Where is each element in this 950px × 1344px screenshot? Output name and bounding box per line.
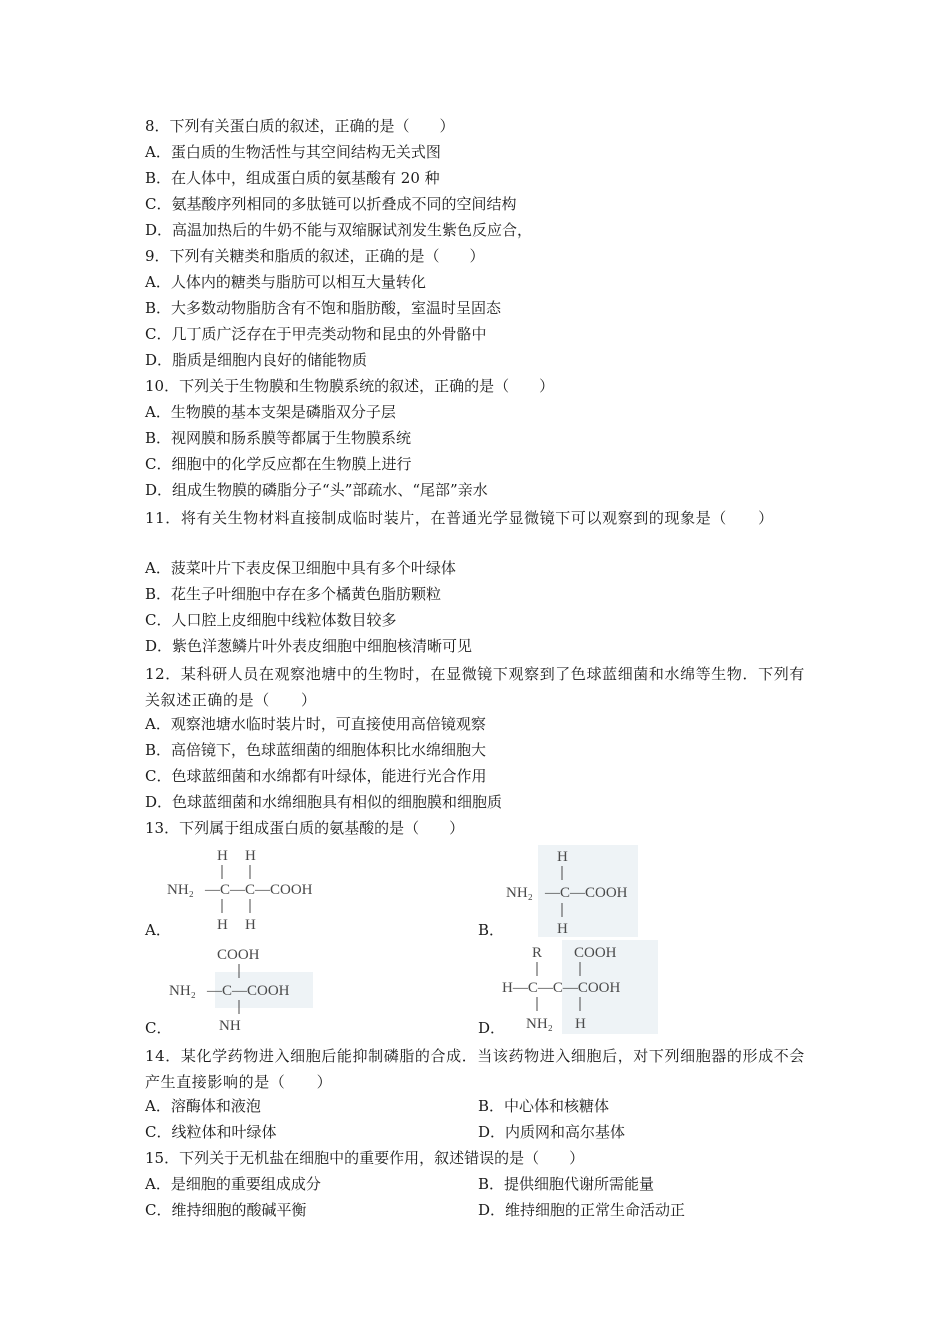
q11-stem: 11．将有关生物材料直接制成临时装片，在普通光学显微镜下可以观察到的现象是（ ）	[145, 509, 774, 527]
q14-option-d: D．内质网和高尔基体	[478, 1123, 626, 1141]
svg-text:—C—C—COOH: —C—C—COOH	[205, 882, 313, 898]
svg-text:R: R	[532, 945, 543, 961]
q10-option-d: D．组成生物膜的磷脂分子“头”部疏水、“尾部”亲水	[145, 481, 488, 499]
q12-option-a: A．观察池塘水临时装片时，可直接使用高倍镜观察	[145, 715, 486, 733]
q8-stem: 8．下列有关蛋白质的叙述，正确的是（ ）	[145, 117, 455, 135]
q8-option-b: B．在人体中，组成蛋白质的氨基酸有 20 种	[145, 169, 440, 187]
q13-stem: 13．下列属于组成蛋白质的氨基酸的是（ ）	[145, 819, 465, 837]
svg-text:COOH: COOH	[217, 947, 260, 963]
svg-text:H: H	[217, 917, 228, 933]
q10-stem: 10．下列关于生物膜和生物膜系统的叙述，正确的是（ ）	[145, 377, 555, 395]
q15-stem: 15．下列关于无机盐在细胞中的重要作用，叙述错误的是（ ）	[145, 1149, 585, 1167]
svg-text:H: H	[575, 1016, 586, 1032]
q14-option-a: A．溶酶体和液泡	[145, 1097, 261, 1115]
q11-option-a: A．菠菜叶片下表皮保卫细胞中具有多个叶绿体	[145, 559, 456, 577]
svg-text:COOH: COOH	[574, 945, 617, 961]
q11-option-c: C．人口腔上皮细胞中线粒体数目较多	[145, 611, 397, 629]
q12-stem: 12．某科研人员在观察池塘中的生物时，在显微镜下观察到了色球蓝细菌和水绵等生物．下列有关叙述正确的是（ ）	[145, 665, 805, 709]
svg-text:H: H	[245, 917, 256, 933]
q14-option-b: B．中心体和核糖体	[478, 1097, 610, 1115]
q12-option-c: C．色球蓝细菌和水绵都有叶绿体，能进行光合作用	[145, 767, 487, 785]
svg-text:H—C—C—COOH: H—C—C—COOH	[502, 980, 621, 996]
q12-option-d: D．色球蓝细菌和水绵细胞具有相似的细胞膜和细胞质	[145, 793, 503, 811]
formula-c-image	[165, 942, 315, 1034]
q15-option-b: B．提供细胞代谢所需能量	[478, 1175, 655, 1193]
q9-option-d: D．脂质是细胞内良好的储能物质	[145, 351, 368, 369]
svg-text:NH₂: NH₂	[167, 882, 194, 898]
q12-option-b: B．高倍镜下，色球蓝细菌的细胞体积比水绵细胞大	[145, 741, 487, 759]
q9-option-c: C．几丁质广泛存在于甲壳类动物和昆虫的外骨骼中	[145, 325, 487, 343]
svg-text:H: H	[557, 921, 568, 937]
svg-text:NH₂: NH₂	[169, 983, 196, 999]
q10-option-a: A．生物膜的基本支架是磷脂双分子层	[145, 403, 396, 421]
q13-option-d-label: D．	[478, 1019, 506, 1037]
q15-option-d: D．维持细胞的正常生命活动正	[478, 1201, 686, 1219]
q8-option-d: D．高温加热后的牛奶不能与双缩脲试剂发生紫色反应合，	[145, 221, 533, 239]
q13-option-c-label: C．	[145, 1019, 172, 1037]
formula-d-image	[500, 940, 660, 1034]
svg-text:NH₂: NH₂	[506, 885, 533, 901]
q8-option-c: C．氨基酸序列相同的多肽链可以折叠成不同的空间结构	[145, 195, 517, 213]
q9-option-b: B．大多数动物脂肪含有不饱和脂肪酸，室温时呈固态	[145, 299, 502, 317]
q15-option-c: C．维持细胞的酸碱平衡	[145, 1201, 307, 1219]
q9-option-a: A．人体内的糖类与脂肪可以相互大量转化	[145, 273, 426, 291]
q9-stem: 9．下列有关糖类和脂质的叙述，正确的是（ ）	[145, 247, 485, 265]
svg-text:H: H	[245, 848, 256, 864]
q13-option-a-label: A．	[145, 921, 171, 939]
svg-text:—C—COOH: —C—COOH	[207, 983, 290, 999]
q10-option-c: C．细胞中的化学反应都在生物膜上进行	[145, 455, 412, 473]
svg-text:NH₂: NH₂	[526, 1016, 553, 1032]
q15-option-a: A．是细胞的重要组成成分	[145, 1175, 321, 1193]
q14-stem: 14．某化学药物进入细胞后能抑制磷脂的合成．当该药物进入细胞后，对下列细胞器的形成不会产生直接影响的是（ ）	[145, 1047, 805, 1091]
formula-b-image	[500, 845, 640, 937]
svg-text:NH: NH	[219, 1018, 241, 1034]
q14-option-c: C．线粒体和叶绿体	[145, 1123, 277, 1141]
formula-a-image	[165, 843, 345, 933]
svg-text:H: H	[217, 848, 228, 864]
svg-text:—C—COOH: —C—COOH	[545, 885, 628, 901]
q13-option-b-label: B．	[478, 921, 505, 939]
q11-option-b: B．花生子叶细胞中存在多个橘黄色脂肪颗粒	[145, 585, 442, 603]
q11-option-d: D．紫色洋葱鳞片叶外表皮细胞中细胞核清晰可见	[145, 637, 473, 655]
svg-text:H: H	[557, 849, 568, 865]
q10-option-b: B．视网膜和肠系膜等都属于生物膜系统	[145, 429, 412, 447]
q8-option-a: A．蛋白质的生物活性与其空间结构无关式图	[145, 143, 441, 161]
